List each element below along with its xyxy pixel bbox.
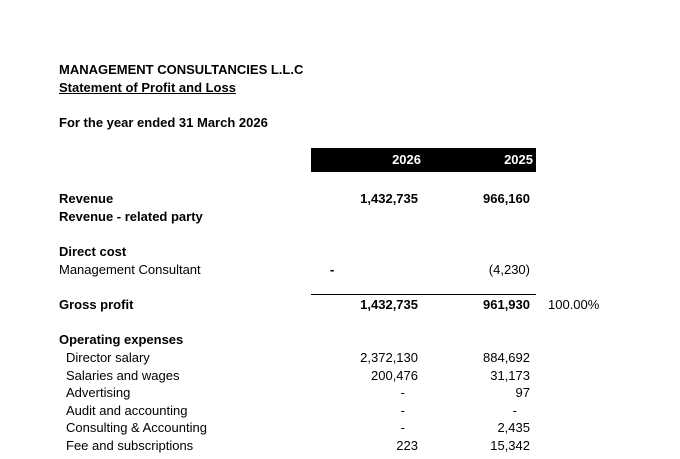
company-name: MANAGEMENT CONSULTANCIES L.L.C — [59, 62, 304, 77]
management-consultant-current: - — [330, 262, 335, 277]
year-header-band — [311, 148, 536, 172]
expense-label: Fee and subscriptions — [66, 438, 194, 453]
expense-current: 200,476 — [371, 368, 418, 383]
expense-label: Audit and accounting — [66, 403, 188, 418]
expense-prior: 884,692 — [483, 350, 530, 365]
prior-year-header: 2025 — [504, 152, 533, 167]
expense-current: - — [400, 403, 405, 418]
revenue-related-party-label: Revenue - related party — [59, 209, 203, 224]
expense-prior: 31,173 — [490, 368, 530, 383]
expense-label: Salaries and wages — [66, 368, 180, 383]
statement-title: Statement of Profit and Loss — [59, 80, 236, 95]
direct-cost-heading: Direct cost — [59, 244, 127, 259]
revenue-prior: 966,160 — [483, 191, 530, 206]
expense-prior: 2,435 — [497, 420, 530, 435]
expense-label: Consulting & Accounting — [66, 420, 207, 435]
operating-expenses-heading: Operating expenses — [59, 332, 184, 347]
expense-current: - — [400, 420, 405, 435]
gross-profit-percent: 100.00% — [548, 297, 600, 312]
expense-current: 2,372,130 — [360, 350, 418, 365]
expense-label: Director salary — [66, 350, 150, 365]
gross-profit-label: Gross profit — [59, 297, 134, 312]
expense-current: 223 — [396, 438, 418, 453]
management-consultant-label: Management Consultant — [59, 262, 201, 277]
gross-profit-current: 1,432,735 — [360, 297, 418, 312]
expense-current: - — [400, 385, 405, 400]
gross-profit-rule — [311, 294, 536, 295]
expense-prior: 97 — [515, 385, 530, 400]
expense-label: Advertising — [66, 385, 131, 400]
revenue-label: Revenue — [59, 191, 114, 206]
gross-profit-prior: 961,930 — [483, 297, 530, 312]
expense-prior: 15,342 — [490, 438, 530, 453]
reporting-period: For the year ended 31 March 2026 — [59, 115, 268, 130]
current-year-header: 2026 — [392, 152, 421, 167]
management-consultant-prior: (4,230) — [488, 262, 530, 277]
expense-prior: - — [512, 403, 517, 418]
revenue-current: 1,432,735 — [360, 191, 418, 206]
